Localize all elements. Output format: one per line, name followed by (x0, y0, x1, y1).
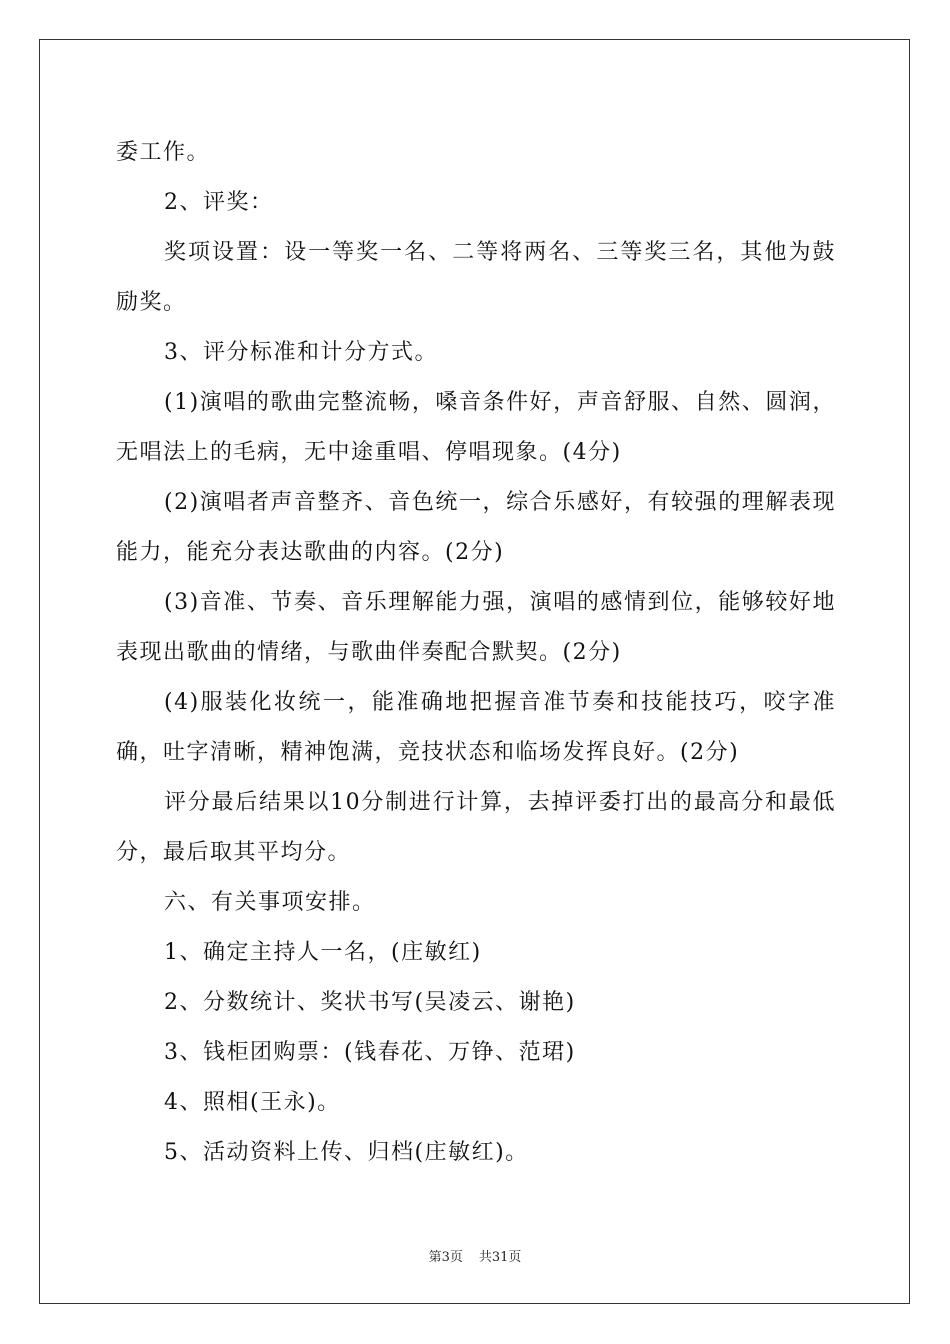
paragraph-2: 2、评奖： (164, 190, 274, 215)
paragraph-13: 3、钱柜团购票：(钱春花、万铮、范珺) (164, 1040, 576, 1065)
paragraph-14: 4、照相(王永)。 (164, 1090, 341, 1115)
paragraph-10: 六、有关事项安排。 (164, 890, 376, 915)
total-pages: 共31页 (478, 1250, 522, 1265)
paragraph-6: (2)演唱者声音整齐、音色统一，综合乐感好，有较强的理解表现能力，能充分表达歌曲的内容。(2分) (116, 490, 836, 565)
paragraph-9: 评分最后结果以10分制进行计算，去掉评委打出的最高分和最低分，最后取其平均分。 (116, 790, 836, 865)
paragraph-4: 3、评分标准和计分方式。 (164, 340, 438, 365)
paragraph-8: (4)服装化妆统一，能准确地把握音准节奏和技能技巧，咬字准确，吐字清晰，精神饱满，竞技状态和临场发挥良好。(2分) (116, 690, 836, 765)
page-footer (0, 1246, 950, 1265)
paragraph-11: 1、确定主持人一名，(庄敏红) (164, 940, 482, 965)
page-number: 第3页 (428, 1250, 463, 1265)
paragraph-5: (1)演唱的歌曲完整流畅，嗓音条件好，声音舒服、自然、圆润，无唱法上的毛病，无中途重唱、停唱现象。(4分) (116, 390, 836, 465)
document-body (116, 128, 836, 1178)
paragraph-12: 2、分数统计、奖状书写(吴凌云、谢艳) (164, 990, 576, 1015)
paragraph-3: 奖项设置：设一等奖一名、二等将两名、三等奖三名，其他为鼓励奖。 (116, 240, 836, 315)
paragraph-7: (3)音准、节奏、音乐理解能力强，演唱的感情到位，能够较好地表现出歌曲的情绪，与歌曲伴奏配合默契。(2分) (116, 590, 836, 665)
paragraph-15: 5、活动资料上传、归档(庄敏红)。 (164, 1140, 529, 1165)
paragraph-1: 委工作。 (116, 140, 211, 165)
